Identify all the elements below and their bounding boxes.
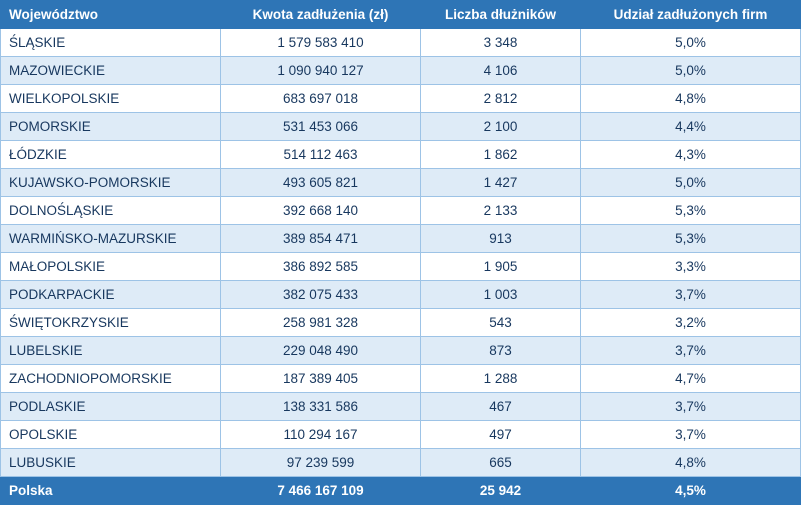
total-debt-amount: 7 466 167 109 <box>221 477 421 505</box>
cell-debtors-count: 1 288 <box>421 365 581 393</box>
cell-indebted-share: 3,7% <box>581 421 801 449</box>
cell-debtors-count: 1 905 <box>421 253 581 281</box>
table-row[interactable] <box>1 141 801 169</box>
cell-region-name: PODKARPACKIE <box>1 281 221 309</box>
cell-region-name: ŁÓDZKIE <box>1 141 221 169</box>
table-total-row <box>1 477 801 505</box>
cell-indebted-share: 5,3% <box>581 197 801 225</box>
cell-region-name: ŚLĄSKIE <box>1 29 221 57</box>
cell-debt-amount: 392 668 140 <box>221 197 421 225</box>
cell-debt-amount: 382 075 433 <box>221 281 421 309</box>
cell-debt-amount: 1 090 940 127 <box>221 57 421 85</box>
cell-debt-amount: 258 981 328 <box>221 309 421 337</box>
cell-debtors-count: 1 862 <box>421 141 581 169</box>
table-row[interactable] <box>1 281 801 309</box>
cell-region-name: MAZOWIECKIE <box>1 57 221 85</box>
cell-region-name: WARMIŃSKO-MAZURSKIE <box>1 225 221 253</box>
cell-debtors-count: 2 100 <box>421 113 581 141</box>
cell-region-name: LUBELSKIE <box>1 337 221 365</box>
table-row[interactable] <box>1 365 801 393</box>
cell-debt-amount: 514 112 463 <box>221 141 421 169</box>
cell-debtors-count: 543 <box>421 309 581 337</box>
table-body <box>1 29 801 505</box>
cell-debt-amount: 389 854 471 <box>221 225 421 253</box>
cell-indebted-share: 4,3% <box>581 141 801 169</box>
cell-debtors-count: 873 <box>421 337 581 365</box>
cell-region-name: ZACHODNIOPOMORSKIE <box>1 365 221 393</box>
table-row[interactable] <box>1 57 801 85</box>
cell-indebted-share: 5,3% <box>581 225 801 253</box>
cell-indebted-share: 3,7% <box>581 337 801 365</box>
cell-debt-amount: 187 389 405 <box>221 365 421 393</box>
cell-region-name: OPOLSKIE <box>1 421 221 449</box>
cell-debtors-count: 467 <box>421 393 581 421</box>
cell-region-name: WIELKOPOLSKIE <box>1 85 221 113</box>
total-region-name: Polska <box>1 477 221 505</box>
cell-debt-amount: 97 239 599 <box>221 449 421 477</box>
cell-indebted-share: 4,7% <box>581 365 801 393</box>
table-row[interactable] <box>1 253 801 281</box>
cell-indebted-share: 3,3% <box>581 253 801 281</box>
cell-debt-amount: 138 331 586 <box>221 393 421 421</box>
table-header <box>1 1 801 29</box>
table-row[interactable] <box>1 225 801 253</box>
header-row <box>1 1 801 29</box>
cell-indebted-share: 4,8% <box>581 85 801 113</box>
cell-debt-amount: 1 579 583 410 <box>221 29 421 57</box>
cell-debt-amount: 229 048 490 <box>221 337 421 365</box>
column-header-debt-amount[interactable]: Kwota zadłużenia (zł) <box>221 1 421 29</box>
cell-debtors-count: 1 427 <box>421 169 581 197</box>
cell-indebted-share: 3,2% <box>581 309 801 337</box>
cell-debt-amount: 683 697 018 <box>221 85 421 113</box>
cell-debt-amount: 493 605 821 <box>221 169 421 197</box>
table-row[interactable] <box>1 197 801 225</box>
table-row[interactable] <box>1 169 801 197</box>
table-row[interactable] <box>1 449 801 477</box>
column-header-debtors-count[interactable]: Liczba dłużników <box>421 1 581 29</box>
cell-indebted-share: 3,7% <box>581 281 801 309</box>
table-row[interactable] <box>1 393 801 421</box>
total-debtors-count: 25 942 <box>421 477 581 505</box>
cell-debtors-count: 913 <box>421 225 581 253</box>
table-row[interactable] <box>1 29 801 57</box>
cell-region-name: DOLNOŚLĄSKIE <box>1 197 221 225</box>
cell-indebted-share: 5,0% <box>581 29 801 57</box>
cell-region-name: PODLASKIE <box>1 393 221 421</box>
table-row[interactable] <box>1 337 801 365</box>
cell-indebted-share: 4,8% <box>581 449 801 477</box>
cell-region-name: ŚWIĘTOKRZYSKIE <box>1 309 221 337</box>
cell-debtors-count: 3 348 <box>421 29 581 57</box>
cell-debt-amount: 386 892 585 <box>221 253 421 281</box>
cell-debt-amount: 110 294 167 <box>221 421 421 449</box>
cell-indebted-share: 3,7% <box>581 393 801 421</box>
cell-debt-amount: 531 453 066 <box>221 113 421 141</box>
cell-indebted-share: 5,0% <box>581 169 801 197</box>
total-indebted-share: 4,5% <box>581 477 801 505</box>
table-row[interactable] <box>1 421 801 449</box>
cell-debtors-count: 1 003 <box>421 281 581 309</box>
table-row[interactable] <box>1 309 801 337</box>
cell-debtors-count: 2 133 <box>421 197 581 225</box>
cell-region-name: KUJAWSKO-POMORSKIE <box>1 169 221 197</box>
table-row[interactable] <box>1 113 801 141</box>
cell-indebted-share: 5,0% <box>581 57 801 85</box>
cell-debtors-count: 665 <box>421 449 581 477</box>
cell-debtors-count: 4 106 <box>421 57 581 85</box>
cell-debtors-count: 2 812 <box>421 85 581 113</box>
cell-region-name: POMORSKIE <box>1 113 221 141</box>
cell-indebted-share: 4,4% <box>581 113 801 141</box>
cell-region-name: LUBUSKIE <box>1 449 221 477</box>
column-header-region[interactable]: Województwo <box>1 1 221 29</box>
column-header-indebted-share[interactable]: Udział zadłużonych firm <box>581 1 801 29</box>
table-row[interactable] <box>1 85 801 113</box>
cell-debtors-count: 497 <box>421 421 581 449</box>
cell-region-name: MAŁOPOLSKIE <box>1 253 221 281</box>
